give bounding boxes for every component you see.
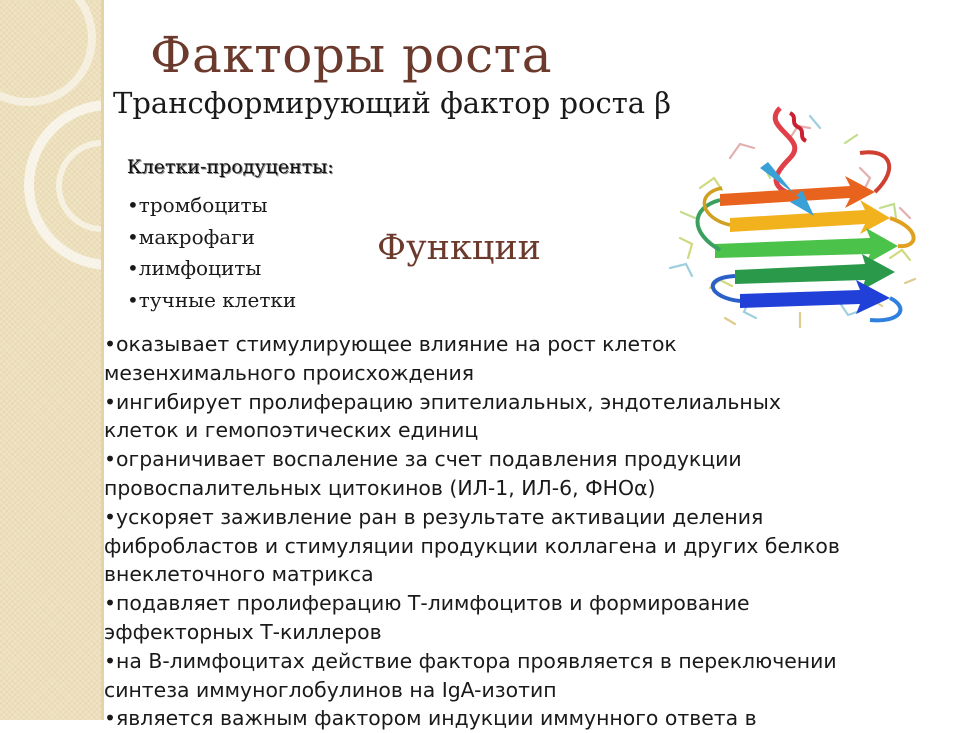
decorative-side-band (0, 0, 104, 720)
function-line: мезенхимального происхождения (104, 360, 474, 385)
functions-heading: Функции (377, 228, 542, 268)
producer-item: •тучные клетки (127, 287, 297, 312)
function-line: •ингибирует пролиферацию эпителиальных, эндотелиальных (104, 389, 781, 414)
slide-title: Факторы роста (150, 26, 553, 84)
function-line: синтеза иммуноглобулинов на IgA-изотип (104, 677, 557, 702)
producer-item: •тромбоциты (127, 193, 268, 217)
function-line: клеток и гемопоэтических единиц (104, 418, 479, 443)
producers-list (127, 190, 296, 316)
function-line: эффекторных Т-киллеров (104, 619, 382, 644)
functions-text (104, 330, 960, 733)
function-line: внеклеточного матрикса (104, 562, 374, 587)
function-line: •ограничивает воспаление за счет подавления продукции (104, 447, 742, 472)
function-line: фибробластов и стимуляции продукции коллагена и других белков (104, 533, 840, 558)
decorative-ring (0, 0, 96, 106)
function-line: •на В-лимфоцитах действие фактора проявляется в переключении (104, 648, 837, 673)
producers-heading: Клетки-продуценты: (127, 156, 334, 178)
producer-item: •лимфоциты (127, 256, 262, 280)
function-line: •оказывает стимулирующее влияние на рост клеток (104, 332, 677, 356)
function-line: •ускоряет заживление ран в результате активации деления (104, 504, 764, 529)
slide-subtitle: Трансформирующий фактор роста β (113, 86, 672, 120)
function-line: провоспалительных цитокинов (ИЛ-1, ИЛ-6, ФНОα) (104, 475, 656, 500)
producer-item: •макрофаги (127, 224, 256, 249)
function-line: •является важным фактором индукции иммунного ответа в (104, 706, 757, 731)
function-line: •подавляет пролиферацию Т-лимфоцитов и формирование (104, 591, 750, 616)
protein-ribbon-image (640, 98, 940, 338)
